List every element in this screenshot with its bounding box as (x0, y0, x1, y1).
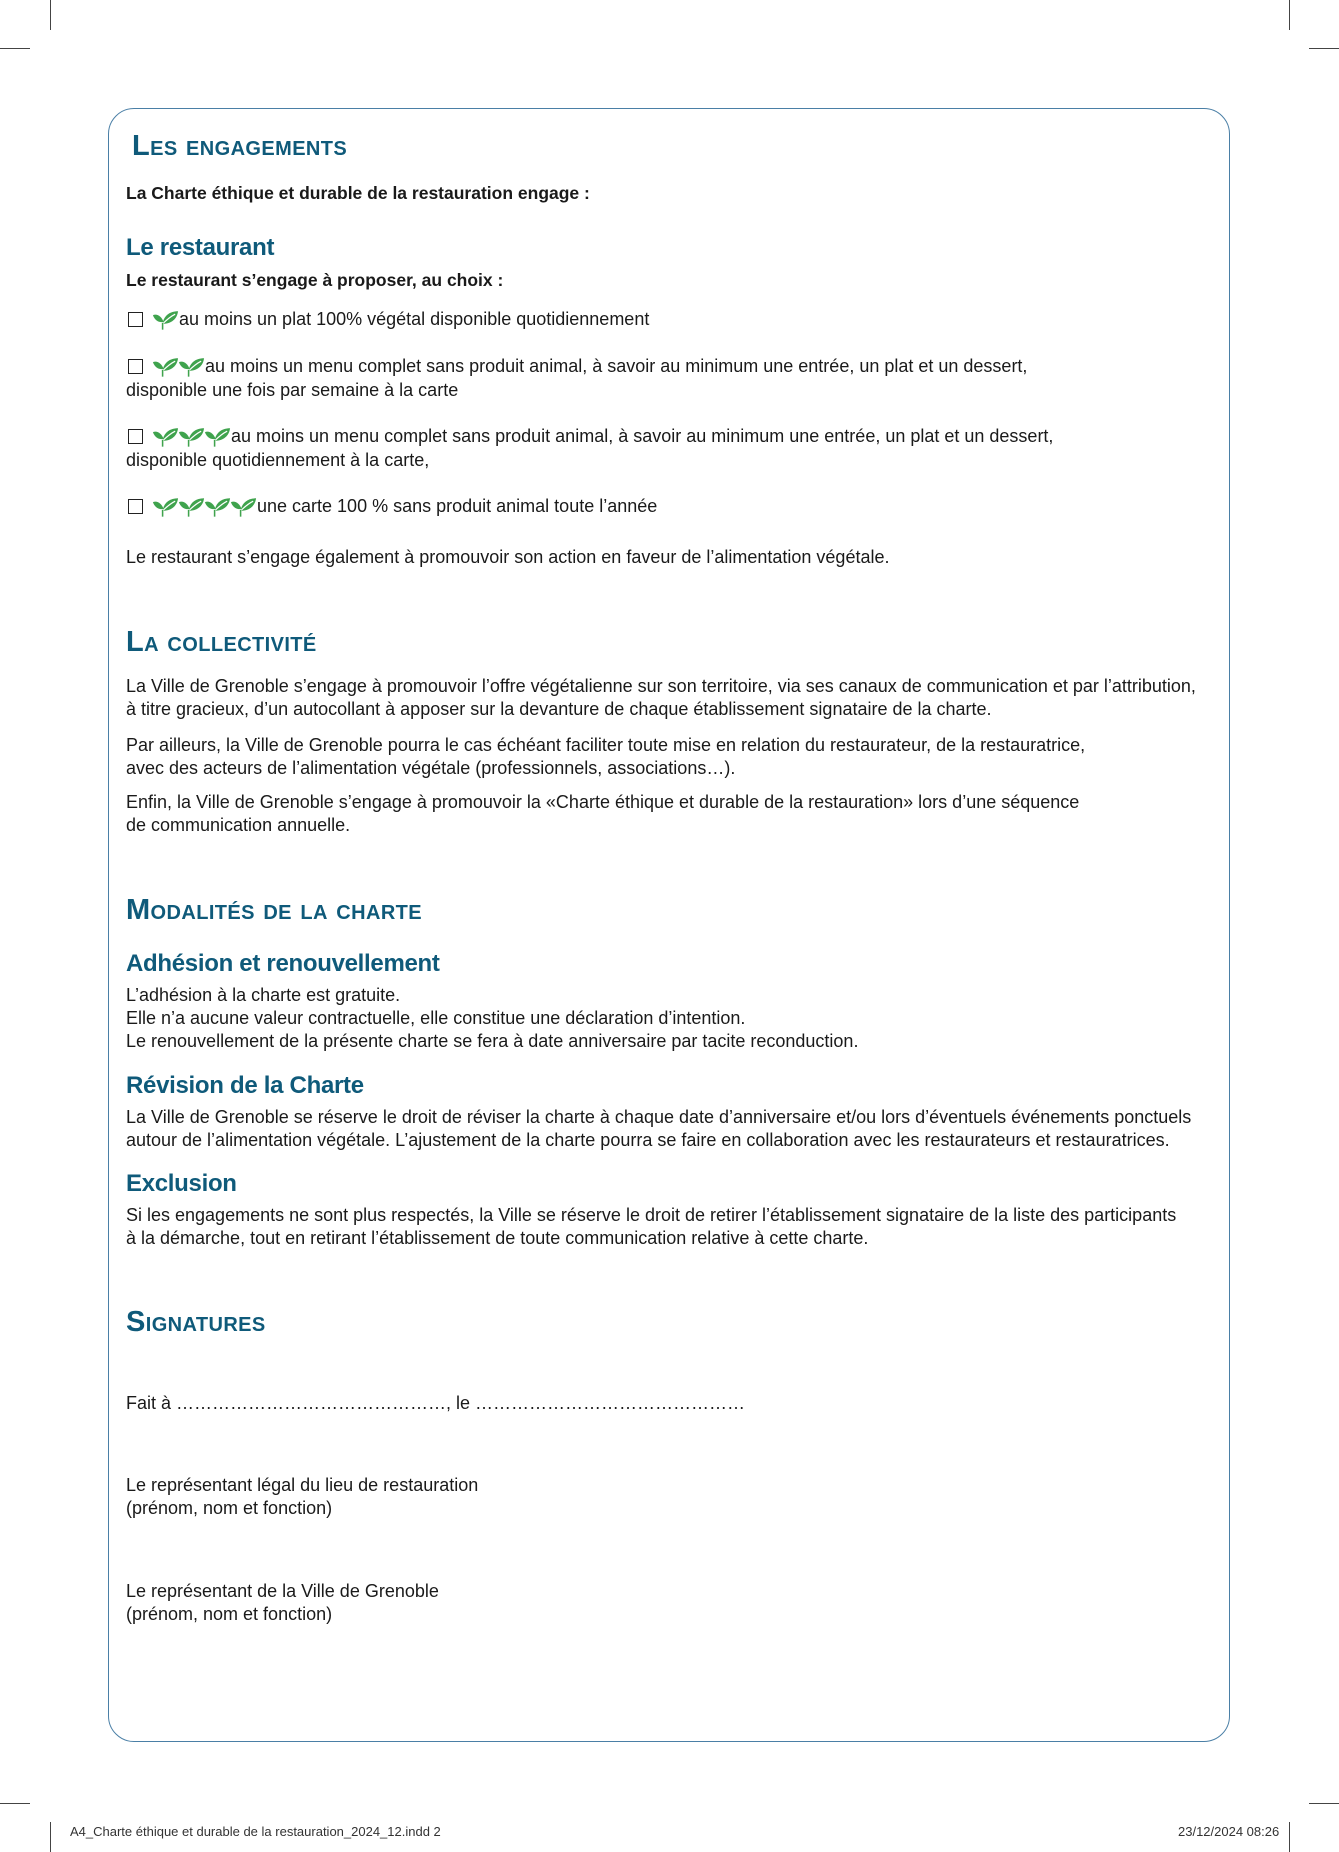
leaf-icon (177, 495, 206, 519)
text-line: Le renouvellement de la présente charte se fera à date anniversaire par tacite reconduction. (126, 1031, 859, 1051)
option-item[interactable] (126, 495, 657, 519)
option-text: au moins un menu complet sans produit animal, à savoir au minimum une entrée, un plat et un dessert, (205, 356, 1028, 376)
option-text: une carte 100 % sans produit animal toute l’année (257, 496, 658, 516)
collectivite-paragraph-1 (126, 675, 1196, 721)
exclusion-title: Exclusion (126, 1170, 237, 1197)
text-line: Si les engagements ne sont plus respectés, la Ville se réserve le droit de retirer l’établissement signataire de la liste des participants (126, 1205, 1177, 1225)
engagements-title: Les engagements (132, 130, 348, 162)
text-line: L’adhésion à la charte est gratuite. (126, 985, 401, 1005)
text-line: de communication annuelle. (126, 815, 351, 835)
text-line: Enfin, la Ville de Grenoble s’engage à promouvoir la «Charte éthique et durable de la restauration» lors d’une séquence (126, 792, 1080, 812)
text-line: La Ville de Grenoble s’engage à promouvoir l’offre végétalienne sur son territoire, via ses canaux de communication et par l’attribution, (126, 676, 1196, 696)
leaf-icon (229, 495, 258, 519)
restaurant-promotion: Le restaurant s’engage également à promouvoir son action en faveur de l’alimentation végétale. (126, 547, 890, 567)
text-line: Elle n’a aucune valeur contractuelle, elle constitue une déclaration d’intention. (126, 1008, 746, 1028)
option-item[interactable] (126, 355, 1027, 379)
adhesion-title: Adhésion et renouvellement (126, 950, 440, 977)
modalites-title: Modalités de la charte (126, 894, 423, 926)
leaf-icon (151, 308, 180, 332)
leaf-icon (151, 425, 180, 449)
restaurant-title: Le restaurant (126, 234, 275, 261)
footer-filename: A4_Charte éthique et durable de la restauration_2024_12.indd 2 (70, 1824, 441, 1839)
crop-mark (0, 1803, 30, 1804)
collectivite-paragraph-3 (126, 791, 1079, 837)
engagements-intro: La Charte éthique et durable de la restauration engage : (126, 183, 590, 203)
leaf-icon (151, 495, 180, 519)
section-engagements (126, 131, 347, 163)
checkbox[interactable] (128, 359, 143, 374)
crop-mark (50, 1822, 51, 1852)
leaf-rating-icon (151, 308, 177, 332)
option-list (126, 308, 649, 332)
signature-restaurant-block (126, 1474, 478, 1520)
leaf-icon (151, 355, 180, 379)
revision-title: Révision de la Charte (126, 1072, 364, 1099)
text-line: à titre gracieux, d’un autocollant à apposer sur la devanture de chaque établissement signataire de la charte. (126, 699, 992, 719)
crop-mark (1309, 1803, 1339, 1804)
text-line: Par ailleurs, la Ville de Grenoble pourra le cas échéant faciliter toute mise en relation du restaurateur, de la restauratrice, (126, 735, 1086, 755)
leaf-rating-icon (151, 355, 203, 379)
text-line: (prénom, nom et fonction) (126, 1604, 333, 1624)
checkbox[interactable] (128, 429, 143, 444)
fait-a-field[interactable]: Fait à ………………………………………, le ……………………………………… (126, 1393, 746, 1413)
leaf-rating-icon (151, 495, 255, 519)
collectivite-paragraph-2 (126, 734, 1085, 780)
text-line: à la démarche, tout en retirant l’établissement de toute communication relative à cette charte. (126, 1228, 869, 1248)
text-line: (prénom, nom et fonction) (126, 1498, 333, 1518)
leaf-icon (203, 495, 232, 519)
crop-mark (50, 0, 51, 30)
crop-mark (1289, 1822, 1290, 1852)
leaf-icon (203, 425, 232, 449)
text-line: Le représentant légal du lieu de restauration (126, 1475, 479, 1495)
crop-mark (0, 48, 30, 49)
text-line: La Ville de Grenoble se réserve le droit de réviser la charte à chaque date d’anniversaire et/ou lors d’éventuels événements ponctuels (126, 1107, 1192, 1127)
option-text-continued: disponible une fois par semaine à la carte (126, 380, 459, 400)
option-text: au moins un menu complet sans produit animal, à savoir au minimum une entrée, un plat et un dessert, (231, 426, 1054, 446)
option-text-continued: disponible quotidiennement à la carte, (126, 450, 430, 470)
leaf-rating-icon (151, 425, 229, 449)
crop-mark (1289, 0, 1290, 30)
revision-text (126, 1106, 1191, 1152)
checkbox[interactable] (128, 499, 143, 514)
footer-datetime: 23/12/2024 08:26 (1178, 1824, 1280, 1839)
adhesion-text (126, 984, 858, 1053)
option-text: au moins un plat 100% végétal disponible quotidiennement (179, 309, 650, 329)
checkbox[interactable] (128, 312, 143, 327)
option-item[interactable] (126, 308, 649, 332)
collectivite-title: La collectivité (126, 626, 317, 658)
restaurant-intro: Le restaurant s’engage à proposer, au choix : (126, 270, 504, 290)
signatures-title: Signatures (126, 1306, 266, 1338)
signature-ville-block (126, 1580, 439, 1626)
text-line: avec des acteurs de l’alimentation végétale (professionnels, associations…). (126, 758, 736, 778)
text-line: Le représentant de la Ville de Grenoble (126, 1581, 439, 1601)
crop-mark (1309, 48, 1339, 49)
leaf-icon (177, 355, 206, 379)
option-item[interactable] (126, 425, 1053, 449)
exclusion-text (126, 1204, 1176, 1250)
text-line: autour de l’alimentation végétale. L’ajustement de la charte pourra se faire en collaboration avec les restaurateurs et restauratrices. (126, 1130, 1170, 1150)
leaf-icon (177, 425, 206, 449)
